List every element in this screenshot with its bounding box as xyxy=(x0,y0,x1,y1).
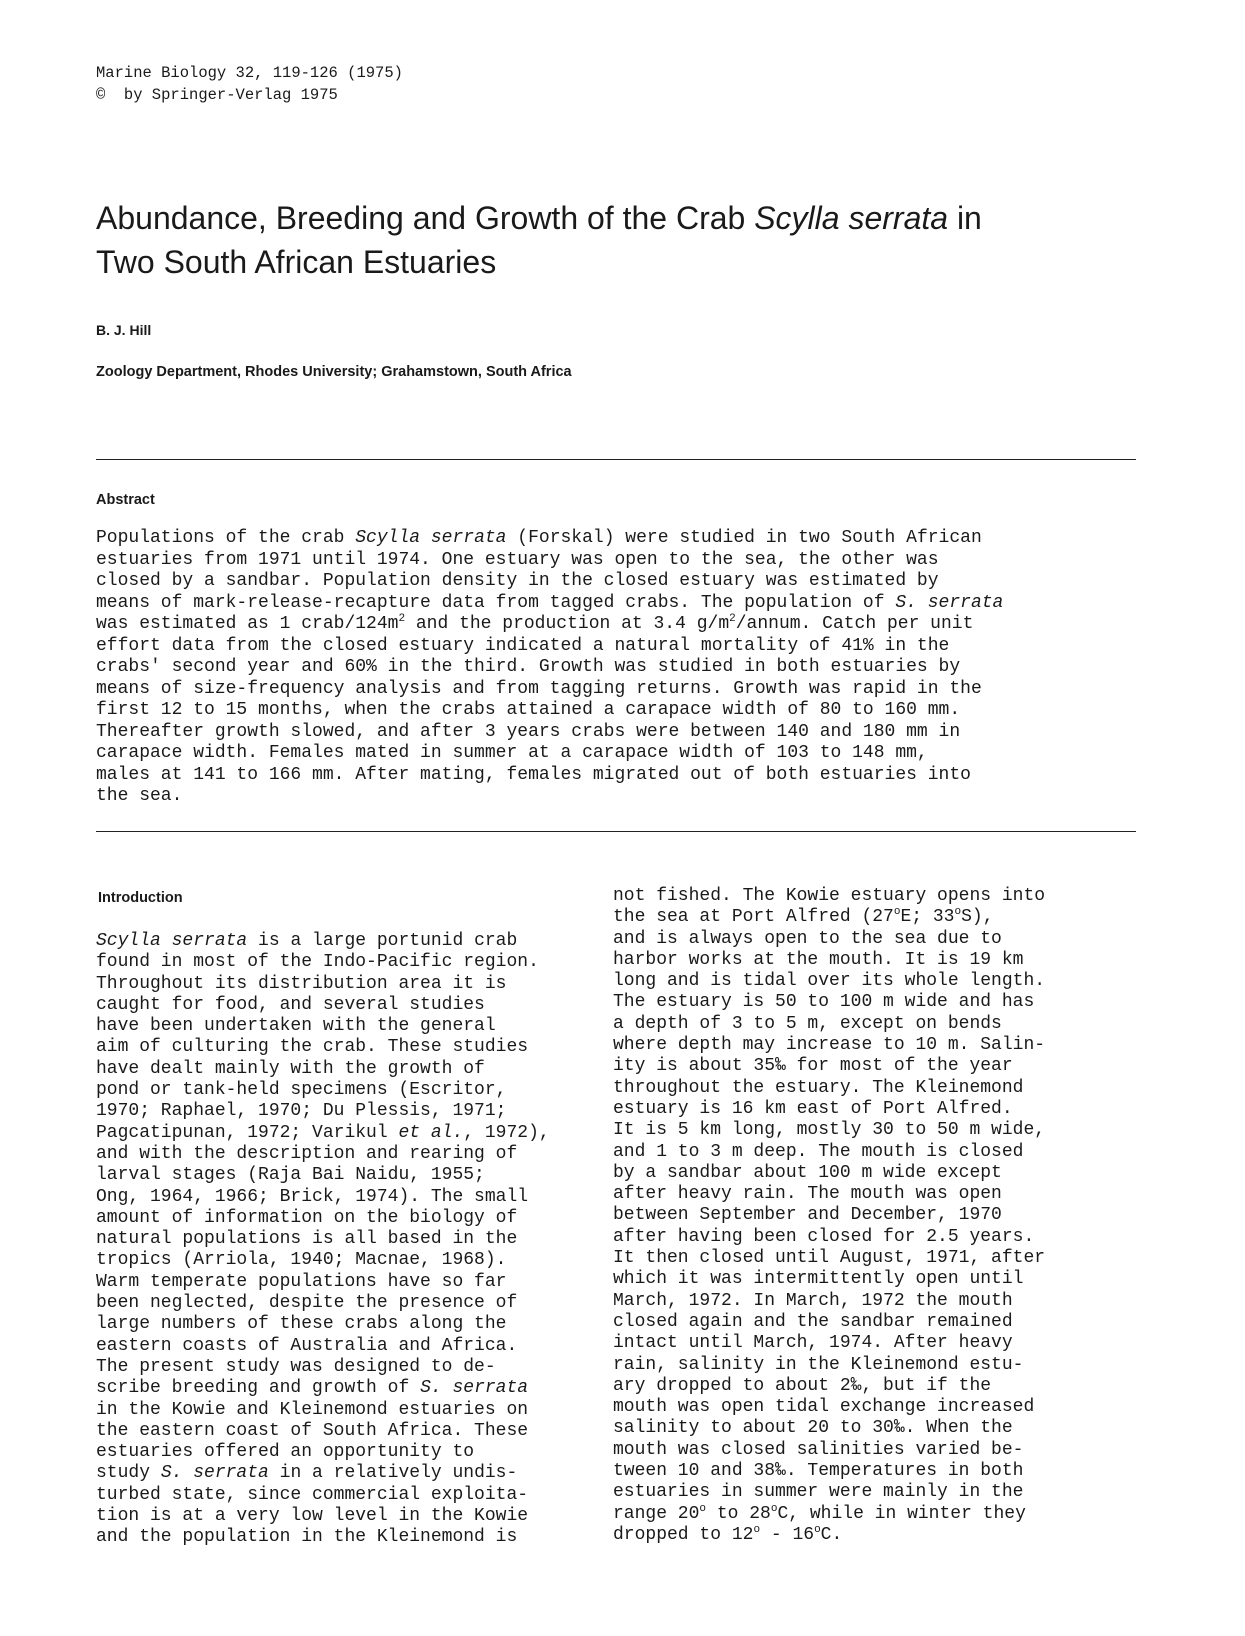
abstract-body xyxy=(96,528,1146,808)
body-line: not fished. The Kowie estuary opens into xyxy=(613,886,1046,906)
body-line: estuaries offered an opportunity to xyxy=(96,1442,475,1463)
body-line: pond or tank-held specimens (Escritor, xyxy=(96,1080,507,1101)
body-line: turbed state, since commercial exploita- xyxy=(96,1484,529,1505)
body-line: mouth was open tidal exchange increased xyxy=(613,1397,1035,1418)
journal-header xyxy=(96,62,403,106)
body-line: and is always open to the sea due to xyxy=(613,928,1002,949)
body-column-right xyxy=(613,886,1143,1546)
abstract-line: means of mark-release-recapture data from tagged crabs. The population of S. serrata xyxy=(96,592,1004,613)
divider-bottom xyxy=(96,831,1136,832)
abstract-heading: Abstract xyxy=(96,492,155,508)
body-line: and the population in the Kleinemond is xyxy=(96,1527,518,1548)
title-text: Abundance, Breeding and Growth of the Crab xyxy=(96,200,755,236)
body-line: amount of information on the biology of xyxy=(96,1207,518,1228)
body-line: the sea at Port Alfred (27$^o$E; 33$^o$S), xyxy=(613,906,994,928)
abstract-line: carapace width. Females mated in summer at a carapace width of 103 to 148 mm, xyxy=(96,743,928,763)
page-title xyxy=(96,196,1156,284)
body-line: Pagcatipunan, 1972; Varikul et al., 1972), xyxy=(96,1122,550,1143)
body-line: tween 10 and 38‰. Temperatures in both xyxy=(613,1461,1024,1482)
body-line: after heavy rain. The mouth was open xyxy=(613,1184,1002,1205)
body-line: rain, salinity in the Kleinemond estu- xyxy=(613,1354,1024,1375)
body-line: and 1 to 3 m deep. The mouth is closed xyxy=(613,1141,1024,1162)
body-line: been neglected, despite the presence of xyxy=(96,1293,518,1314)
abstract-line: Populations of the crab Scylla serrata (Forskal) were studied in two South African xyxy=(96,528,982,548)
body-line: which it was intermittently open until xyxy=(613,1269,1024,1290)
body-line: natural populations is all based in the xyxy=(96,1229,518,1250)
body-line: the eastern coast of South Africa. These xyxy=(96,1420,529,1441)
body-line: where depth may increase to 10 m. Salin- xyxy=(613,1035,1046,1056)
body-line: estuaries in summer were mainly in the xyxy=(613,1482,1024,1503)
body-line: found in most of the Indo-Pacific region. xyxy=(96,952,539,973)
abstract-line: crabs' second year and 60% in the third. Growth was studied in both estuaries by xyxy=(96,657,961,677)
body-line: have been undertaken with the general xyxy=(96,1016,496,1037)
copyright-line: © by Springer-Verlag 1975 xyxy=(96,86,338,104)
body-column-left xyxy=(96,931,606,1549)
body-line: eastern coasts of Australia and Africa. xyxy=(96,1335,518,1356)
author: B. J. Hill xyxy=(96,322,152,338)
body-line: mouth was closed salinities varied be- xyxy=(613,1439,1024,1460)
body-line: after having been closed for 2.5 years. xyxy=(613,1226,1035,1247)
body-line: tion is at a very low level in the Kowie xyxy=(96,1506,529,1527)
body-line: March, 1972. In March, 1972 the mouth xyxy=(613,1290,1013,1311)
affiliation: Zoology Department, Rhodes University; Grahamstown, South Africa xyxy=(96,364,572,380)
body-line: Scylla serrata is a large portunid crab xyxy=(96,931,518,951)
body-line: intact until March, 1974. After heavy xyxy=(613,1333,1013,1354)
body-line: ity is about 35‰ for most of the year xyxy=(613,1056,1013,1077)
body-line: larval stages (Raja Bai Naidu, 1955; xyxy=(96,1165,485,1186)
body-line: Ong, 1964, 1966; Brick, 1974). The small xyxy=(96,1186,529,1207)
body-line: 1970; Raphael, 1970; Du Plessis, 1971; xyxy=(96,1101,507,1122)
body-line: and with the description and rearing of xyxy=(96,1143,518,1164)
abstract-line: means of size-frequency analysis and from tagging returns. Growth was rapid in the xyxy=(96,678,982,699)
abstract-line: males at 141 to 166 mm. After mating, females migrated out of both estuaries into xyxy=(96,764,971,785)
title-species: Scylla serrata xyxy=(754,200,949,236)
body-line: between September and December, 1970 xyxy=(613,1205,1002,1226)
body-line: It is 5 km long, mostly 30 to 50 m wide, xyxy=(613,1120,1046,1141)
body-line: long and is tidal over its whole length. xyxy=(613,971,1046,992)
divider-top xyxy=(96,459,1136,460)
body-line: by a sandbar about 100 m wide except xyxy=(613,1162,1002,1183)
body-line: caught for food, and several studies xyxy=(96,994,485,1015)
abstract-line: estuaries from 1971 until 1974. One estuary was open to the sea, the other was xyxy=(96,549,939,570)
body-line: scribe breeding and growth of S. serrata xyxy=(96,1378,529,1399)
body-line: have dealt mainly with the growth of xyxy=(96,1058,485,1079)
body-line: estuary is 16 km east of Port Alfred. xyxy=(613,1098,1013,1119)
journal-citation: Marine Biology 32, 119-126 (1975) xyxy=(96,64,403,82)
body-line: Throughout its distribution area it is xyxy=(96,973,507,994)
body-line: throughout the estuary. The Kleinemond xyxy=(613,1077,1024,1098)
abstract-line: Thereafter growth slowed, and after 3 years crabs were between 140 and 180 mm in xyxy=(96,721,961,742)
body-line: The estuary is 50 to 100 m wide and has xyxy=(613,992,1035,1013)
abstract-line: the sea. xyxy=(96,786,183,806)
body-line: Warm temperate populations have so far xyxy=(96,1271,507,1292)
body-line: closed again and the sandbar remained xyxy=(613,1311,1013,1332)
abstract-line: closed by a sandbar. Population density in the closed estuary was estimated by xyxy=(96,571,939,591)
title-text: Two South African Estuaries xyxy=(96,244,497,280)
body-line: It then closed until August, 1971, after xyxy=(613,1248,1046,1269)
body-line: in the Kowie and Kleinemond estuaries on xyxy=(96,1399,529,1420)
body-line: harbor works at the mouth. It is 19 km xyxy=(613,949,1024,970)
body-line: range 20$^o$ to 28$^o$C, while in winter they xyxy=(613,1502,1026,1524)
body-line: dropped to 12$^o$ - 16$^o$C. xyxy=(613,1523,843,1545)
title-text: in xyxy=(948,200,982,236)
body-line: salinity to about 20 to 30‰. When the xyxy=(613,1418,1013,1439)
body-line: a depth of 3 to 5 m, except on bends xyxy=(613,1013,1002,1034)
body-line: tropics (Arriola, 1940; Macnae, 1968). xyxy=(96,1250,507,1271)
introduction-heading: Introduction xyxy=(98,890,183,906)
body-line: The present study was designed to de- xyxy=(96,1356,496,1377)
body-line: study S. serrata in a relatively undis- xyxy=(96,1463,518,1484)
body-line: large numbers of these crabs along the xyxy=(96,1314,507,1335)
body-line: ary dropped to about 2‰, but if the xyxy=(613,1375,992,1396)
body-line: aim of culturing the crab. These studies xyxy=(96,1037,529,1058)
abstract-line: was estimated as 1 crab/$124m^2$ and the production at 3.4 $g/m^2$/annum. Catch per unit xyxy=(96,613,974,634)
abstract-line: effort data from the closed estuary indicated a natural mortality of 41% in the xyxy=(96,635,950,656)
abstract-line: first 12 to 15 months, when the crabs attained a carapace width of 80 to 160 mm. xyxy=(96,700,961,720)
